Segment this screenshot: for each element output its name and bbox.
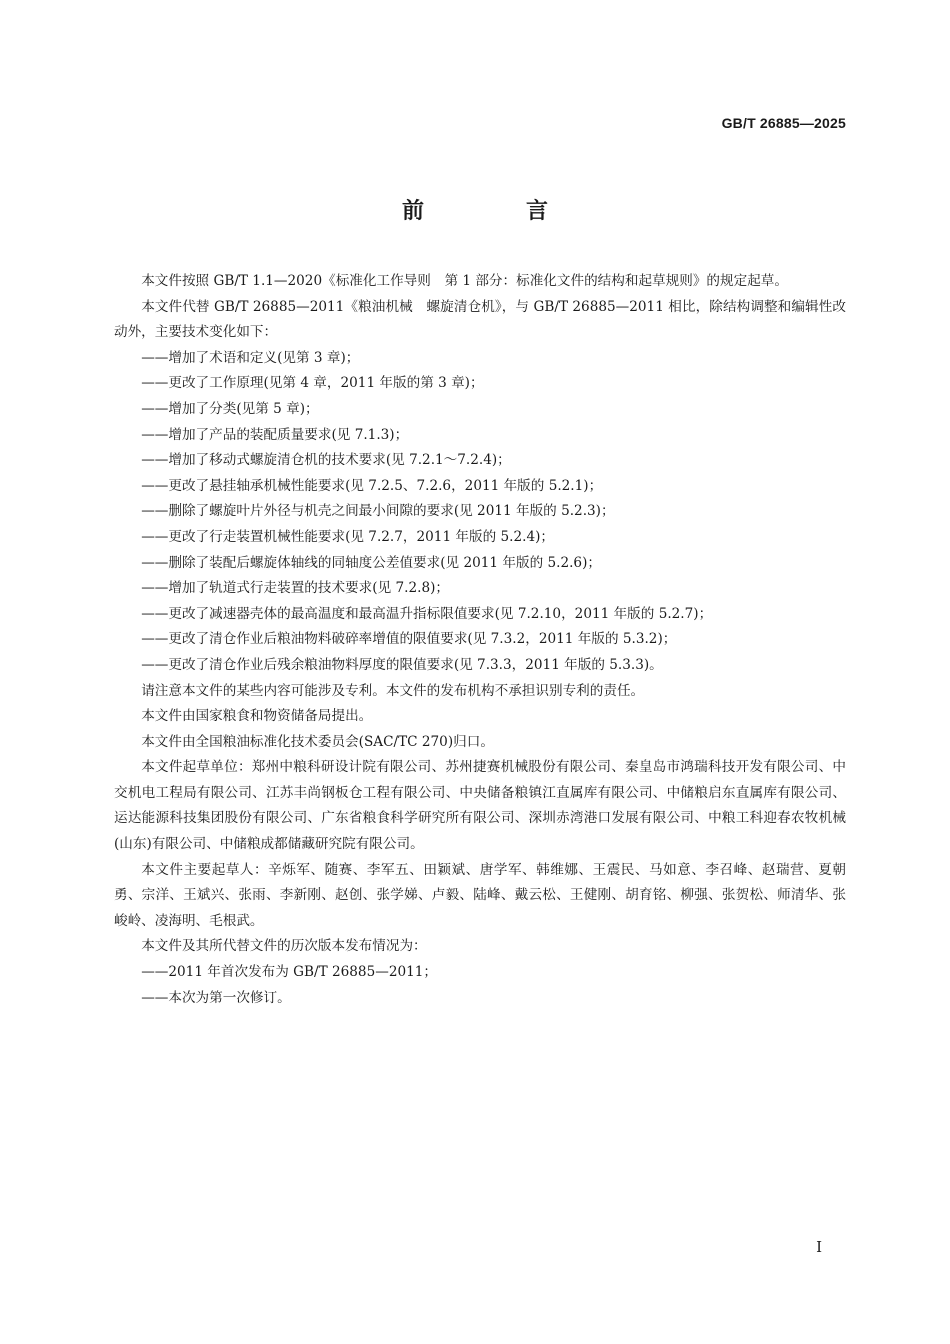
paragraph-patent-notice: 请注意本文件的某些内容可能涉及专利。本文件的发布机构不承担识别专利的责任。 [141,682,645,699]
change-item: ——更改了清仓作业后残余粮油物料厚度的限值要求(见 7.3.3，2011 年版的 5.3.3)。 [141,656,663,673]
history-item: ——2011 年首次发布为 GB/T 26885—2011； [141,964,438,981]
change-item: ——更改了工作原理(见第 4 章，2011 年版的第 3 章)； [141,375,484,392]
change-item: ——增加了分类(见第 5 章)； [141,400,319,417]
paragraph-technical-committee: 本文件由全国粮油标准化技术委员会(SAC/TC 270)归口。 [141,733,494,750]
change-item: ——删除了装配后螺旋体轴线的同轴度公差值要求(见 2011 年版的 5.2.6)； [141,554,601,571]
preface-body [114,269,846,1011]
standard-code: GB/T 26885—2025 [721,115,846,131]
history-item: ——本次为第一次修订。 [141,989,291,1006]
paragraph-drafting-units: 本文件起草单位：郑州中粮科研设计院有限公司、苏州捷赛机械股份有限公司、秦皇岛市鸿瑞科技开发有限公司、中交机电工程局有限公司、江苏丰尚钢板仓工程有限公司、中央储备粮镇江直属库有限公司、中储粮启东直属库有限公司、运达能源科技集团股份有限公司、广东省粮食科学研究所有限公司、深圳赤湾港口发展有限公司、中粮工科迎春农牧机械(山东)有限公司、中储粮成都储藏研究院有限公司。 [114,759,846,853]
change-item: ——增加了术语和定义(见第 3 章)； [141,349,360,366]
page-title: 前 言 [401,199,588,224]
paragraph-drafters: 本文件主要起草人：辛烁军、随赛、李军五、田颖斌、唐学军、韩维娜、王震民、马如意、李召峰、赵瑞营、夏朝勇、宗洋、王斌兴、张雨、李新刚、赵创、张学娣、卢毅、陆峰、戴云松、王健刚、胡育铭、柳强、张贺松、师清华、张峻岭、凌海明、毛根武。 [114,861,846,929]
paragraph-proposer: 本文件由国家粮食和物资储备局提出。 [141,708,373,725]
paragraph-replacement: 本文件代替 GB/T 26885—2011《粮油机械 螺旋清仓机》，与 GB/T 26885—2011 相比，除结构调整和编辑性改动外，主要技术变化如下： [114,298,846,341]
change-item: ——更改了清仓作业后粮油物料破碎率增值的限值要求(见 7.3.2，2011 年版的 5.3.2)； [141,631,677,648]
change-item: ——增加了产品的装配质量要求(见 7.1.3)； [141,426,409,443]
change-item: ——更改了行走装置机械性能要求(见 7.2.7，2011 年版的 5.2.4)； [141,528,554,545]
change-item: ——删除了螺旋叶片外径与机壳之间最小间隙的要求(见 2011 年版的 5.2.3)； [141,503,615,520]
page-number: I [816,1238,822,1256]
paragraph-history-intro: 本文件及其所代替文件的历次版本发布情况为： [141,938,427,955]
change-item: ——增加了移动式螺旋清仓机的技术要求(见 7.2.1～7.2.4)； [141,452,511,469]
change-item: ——更改了减速器壳体的最高温度和最高温升指标限值要求(见 7.2.10，2011 年版的 5.2.7)； [141,605,713,622]
change-item: ——增加了轨道式行走装置的技术要求(见 7.2.8)； [141,580,449,597]
paragraph-drafting-rules: 本文件按照 GB/T 1.1—2020《标准化工作导则 第 1 部分：标准化文件的结构和起草规则》的规定起草。 [141,273,788,289]
change-item: ——更改了悬挂轴承机械性能要求(见 7.2.5、7.2.6，2011 年版的 5.2.1)； [141,477,603,494]
